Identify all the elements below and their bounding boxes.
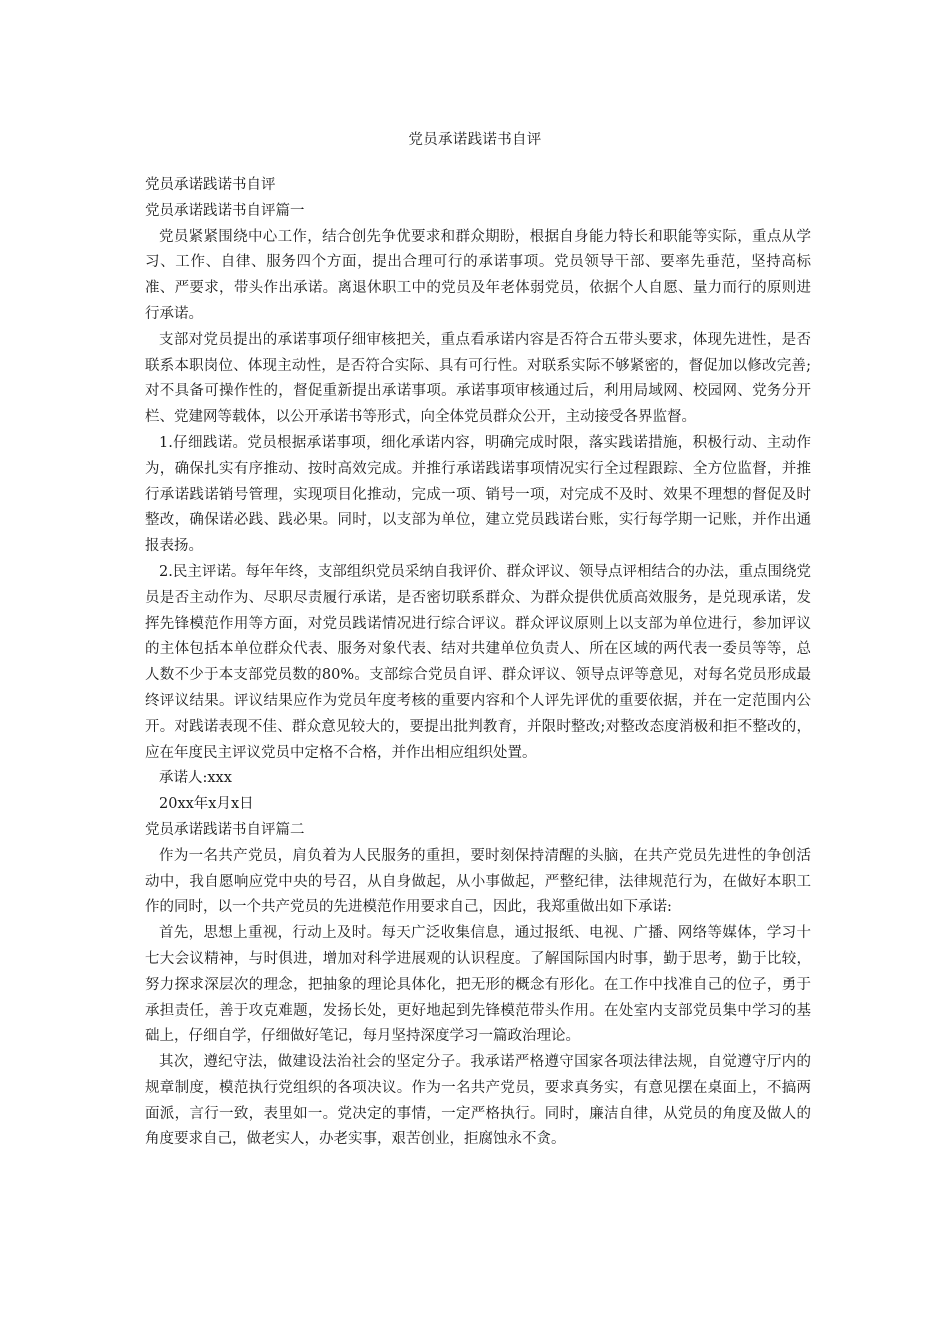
document-title: 党员承诺践诺书自评 [408, 132, 542, 148]
paragraph: 2.民主评诺。每年年终，支部组织党员采纳自我评价、群众评议、领导点评相结合的办法，重点围绕党员是否主动作为、尽职尽责履行承诺，是否密切联系群众、为群众提供优质高效服务，是兑现承诺，发挥先锋模范作用等方面，对党员践诺情况进行综合评议。群众评议原则上以支部为单位进行，参加评议的主体包括本单位群众代表、服务对象代表、结对共建单位负责人、所在区域的两代表一委员等等，总人数不少于本支部党员数的80%。支部综合党员自评、群众评议、领导点评等意见，对每名党员形成最终评议结果。评议结果应作为党员年度考核的重要内容和个人评先评优的重要依据，并在一定范围内公开。对践诺表现不佳、群众意见较大的，要提出批判教育，并限时整改;对整改态度消极和拒不整改的，应在年度民主评议党员中定格不合格，并作出相应组织处置。 [145, 563, 811, 761]
paragraph: 首先，思想上重视，行动上及时。每天广泛收集信息，通过报纸、电视、广播、网络等媒体，学习十七大会议精神，与时俱进，增加对科学进展观的认识程度。了解国际国内时事，勤于思考，勤于比较，努力探求深层次的理念，把抽象的理论具体化，把无形的概念有形化。在工作中找准自己的位子，勇于承担责任，善于攻克难题，发扬长处，更好地起到先锋模范带头作用。在处室内支部党员集中学习的基础上，仔细自学，仔细做好笔记，每月坚持深度学习一篇政治理论。 [145, 925, 811, 1045]
paragraph: 1.仔细践诺。党员根据承诺事项，细化承诺内容，明确完成时限，落实践诺措施，积极行动、主动作为，确保扎实有序推动、按时高效完成。并推行承诺践诺事项情况实行全过程跟踪、全方位监督，并推行承诺践诺销号管理，实现项目化推动，完成一项、销号一项，对完成不及时、效果不理想的督促及时整改，确保诺必践、践必果。同时，以支部为单位，建立党员践诺台账，实行每学期一记账，并作出通报表扬。 [145, 434, 811, 555]
date-line: 20xx年x月x日 [159, 796, 254, 813]
paragraph: 党员承诺践诺书自评 [145, 177, 276, 193]
section-heading: 党员承诺践诺书自评篇二 [145, 821, 305, 838]
paragraph: 作为一名共产党员，肩负着为人民服务的重担，要时刻保持清醒的头脑，在共产党员先进性的争创活动中，我自愿响应党中央的号召，从自身做起，从小事做起，严整纪律，法律规范行为，在做好本职工作的同时，以一个共产党员的先进模范作用要求自己，因此，我郑重做出如下承诺: [145, 847, 811, 916]
section-heading: 党员承诺践诺书自评篇一 [145, 202, 305, 219]
signatory: 承诺人:xxx [159, 770, 232, 787]
paragraph: 支部对党员提出的承诺事项仔细审核把关，重点看承诺内容是否符合五带头要求，体现先进性，是否联系本职岗位、体现主动性，是否符合实际、具有可行性。对联系实际不够紧密的，督促加以修改完善;对不具备可操作性的，督促重新提出承诺事项。承诺事项审核通过后，利用局域网、校园网、党务分开栏、党建网等载体，以公开承诺书等形式，向全体党员群众公开，主动接受各界监督。 [145, 331, 811, 426]
paragraph: 其次，遵纪守法，做建设法治社会的坚定分子。我承诺严格遵守国家各项法律法规，自觉遵守厅内的规章制度，模范执行党组织的各项决议。作为一名共产党员，要求真务实，有意见摆在桌面上，不搞两面派，言行一致，表里如一。党决定的事情，一定严格执行。同时，廉洁自律，从党员的角度及做人的角度要求自己，做老实人，办老实事，艰苦创业，拒腐蚀永不贪。 [145, 1054, 811, 1148]
document-body [145, 173, 811, 1153]
paragraph: 党员紧紧围绕中心工作，结合创先争优要求和群众期盼，根据自身能力特长和职能等实际，重点从学习、工作、自律、服务四个方面，提出合理可行的承诺事项。党员领导干部、要率先垂范，坚持高标准、严要求，带头作出承诺。离退休职工中的党员及年老体弱党员，依据个人自愿、量力而行的原则进行承诺。 [145, 228, 811, 322]
